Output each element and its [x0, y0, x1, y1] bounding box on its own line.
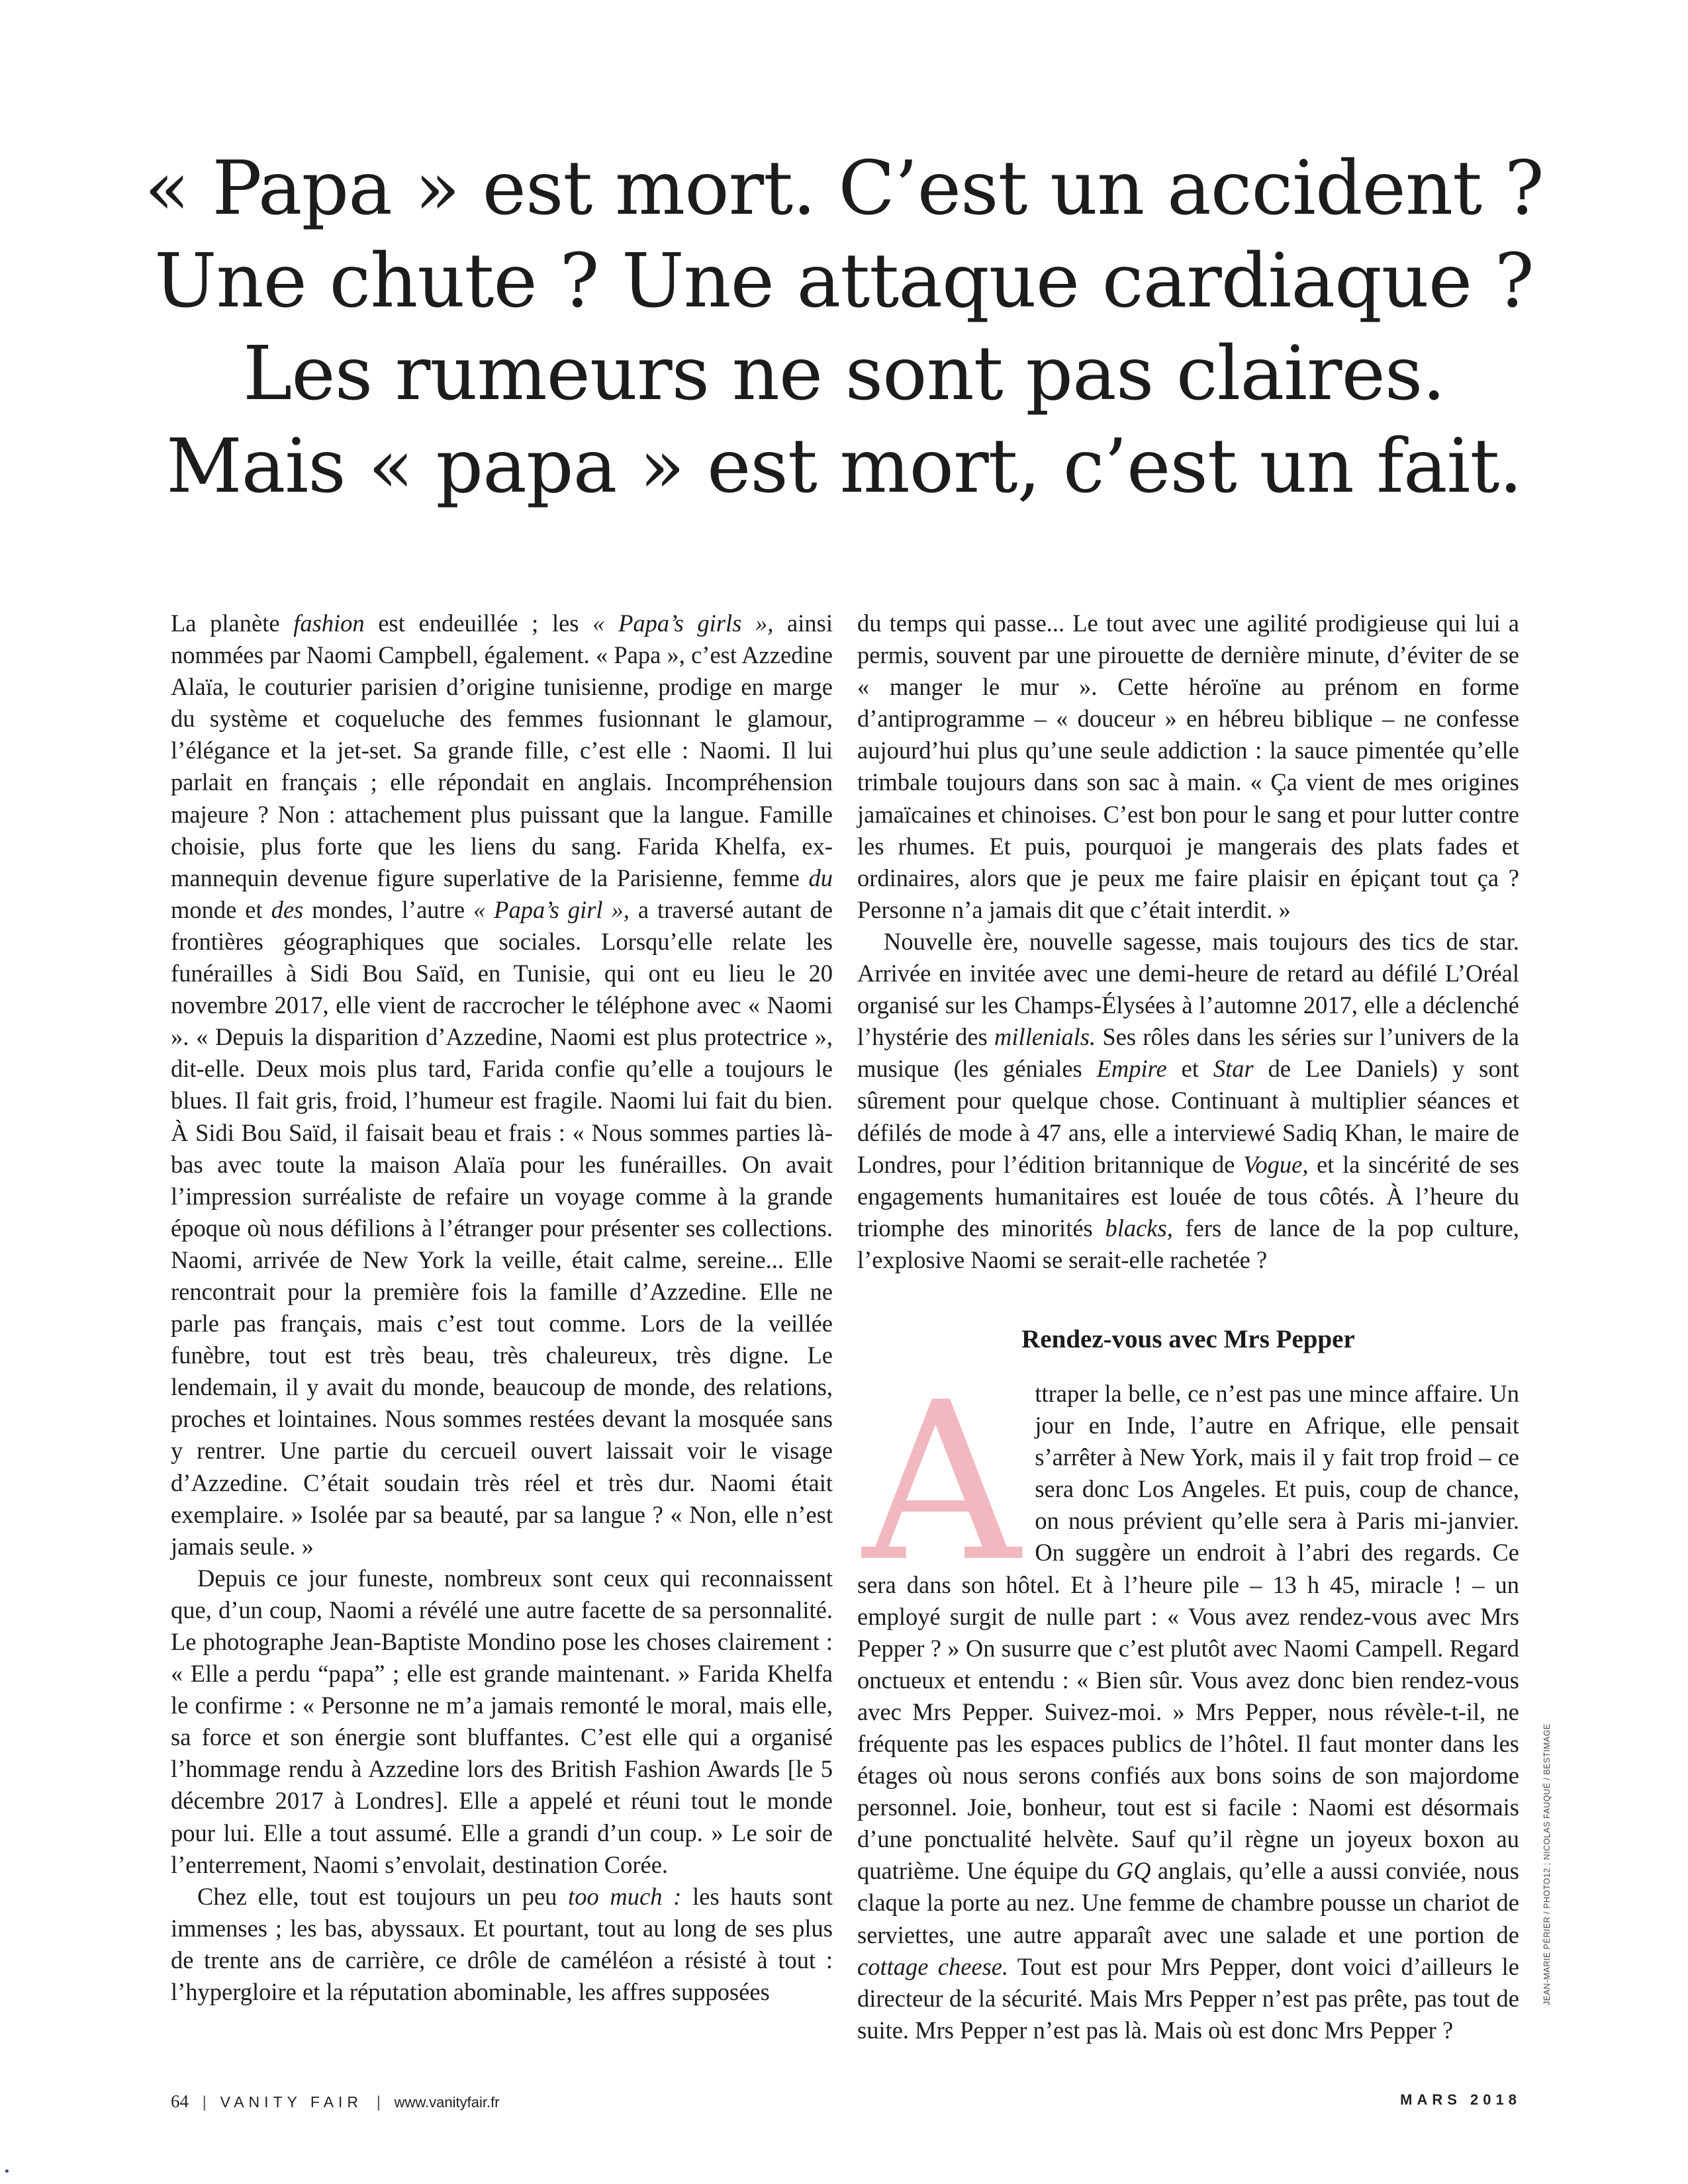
text-run: La planète [171, 610, 294, 637]
text-run: ainsi nommées par Naomi Campbell, également. « Papa », c’est Azzedine Alaïa, le couturier parisien d’origine tunisienne, prodige en marge du système et coqueluche des femmes fusionnant le glamour, l’élégance et la jet-set. Sa grande fille, c’est elle : Naomi. Il lui parlait en français ; elle répondait en anglais. Incompréhension majeure ? Non : attachement plus puissant que la langue. Famille choisie, plus forte que les liens du sang. Farida Khelfa, ex-mannequin devenue figure superlative de la Parisienne, femme [171, 610, 833, 891]
drop-cap: A [863, 1355, 1021, 1610]
right-paragraph-3 [857, 1355, 1519, 2046]
text-run: Nouvelle ère, nouvelle sagesse, mais toujours des tics de star. Arrivée en invitée avec une demi-heure de retard au défilé L’Oréal organisé sur les Champs-Élysées à l’automne 2017, elle a déclenché l’hystérie des [857, 927, 1519, 1051]
right-paragraph-1: du temps qui passe... Le tout avec une agilité prodigieuse qui lui a permis, souvent par une pirouette de dernière minute, d’éviter de se « manger le mur ». Cette héroïne au prénom en forme d’antiprogramme – « douceur » en hébreu biblique – ne confesse aujourd’hui plus qu’une seule addiction : la sauce pimentée qu’elle trimbale toujours dans son sac à main. « Ça vient de mes origines jamaïcaines et chinoises. C’est bon pour le sang et pour lutter contre les rhumes. Et puis, pourquoi je mangerais des plats fades et ordinaires, alors que je peux me faire plaisir en épiçant tout ça ? Personne n’a jamais dit que c’était interdit. » [857, 610, 1519, 923]
page-number: 64 [171, 2091, 189, 2111]
italic-run: Empire [1096, 1055, 1167, 1083]
italic-run: too much : [568, 1882, 682, 1910]
italic-run: Vogue, [1243, 1150, 1309, 1178]
text-run: ttraper la belle, ce n’est pas une mince affaire. Un jour en Inde, l’autre en Afrique, elle pensait s’arrêter à New York, mais il y fait trop froid – ce sera donc Los Angeles. Et puis, coup de chance, on nous prévient qu’elle sera à Paris mi-janvier. On suggère un endroit à l’abri des regards. Ce sera dans son hôtel. Et à l’heure pile – 13 h 45, miracle ! – un employé surgit de nulle part : « Vous avez rendez-vous avec Mrs Pepper ? » On susurre que c’est plutôt avec Naomi Campell. Regard onctueux et entendu : « Bien sûr. Vous avez donc bien rendez-vous avec Mrs Pepper. Suivez-moi. » Mrs Pepper, nous révèle-t-il, ne fréquente pas les espaces publics de l’hôtel. Il faut monter dans les étages où nous serons confiés aux bons soins de son majordome personnel. Joie, bonheur, tout est si facile : Naomi est désormais d’une ponctualité helvète. Sauf qu’il règne un joyeux boxon au quatrième. Une équipe du [857, 1379, 1519, 1885]
magazine-name: VANITY FAIR [220, 2093, 363, 2111]
text-run: est endeuillée ; les [364, 610, 593, 637]
italic-run: du [808, 864, 833, 891]
text-run: Chez elle, tout est toujours un peu [197, 1882, 569, 1910]
footer-separator: | [376, 2093, 381, 2111]
italic-run: blacks, [1105, 1214, 1173, 1242]
pull-quote-line-2: Une chute ? Une attaque cardiaque ? [154, 238, 1534, 324]
italic-run: GQ [1115, 1857, 1151, 1885]
italic-run: fashion [293, 610, 365, 637]
pull-quote-line-1: « Papa » est mort. C’est un accident ? [144, 146, 1544, 232]
text-run: mondes, l’autre [303, 895, 473, 923]
italic-run: millenials. [994, 1023, 1096, 1051]
text-run: anglais, qu’elle a aussi conviée, nous claque la porte au nez. Une femme de chambre pousse un chariot de serviettes, une autre apparaît avec une salade et une portion de [857, 1857, 1519, 1948]
italic-run: Star [1213, 1055, 1254, 1083]
text-run: monde et [171, 895, 271, 923]
footer-separator: | [202, 2093, 207, 2111]
page-footer [171, 2091, 1521, 2118]
text-run: Tout est pour Mrs Pepper, dont voici d’ailleurs le directeur de la sécurité. Mais Mrs Pepper n’est pas prête, pas tout de suite. Mrs Pepper n’est pas là. Mais où est donc Mrs Pepper ? [857, 1952, 1519, 2044]
text-run: de Lee Daniels) y sont sûrement pour quelque chose. Continuant à multiplier séances et défilés de mode à 47 ans, elle a interviewé Sadiq Khan, le maire de Londres, pour l’édition britannique de [857, 1055, 1519, 1178]
pull-quote-line-4: Mais « papa » est mort, c’est un fait. [165, 424, 1523, 510]
text-run: fers de lance de la pop culture, l’explosive Naomi se serait-elle rachetée ? [857, 1214, 1519, 1273]
article-column-right [857, 608, 1519, 2046]
pull-quote [119, 142, 1569, 513]
left-paragraph-2: Depuis ce jour funeste, nombreux sont ceux qui reconnaissent que, d’un coup, Naomi a révélé une autre facette de sa personnalité. Le photographe Jean-Baptiste Mondino pose les choses clairement : « Elle a perdu “papa” ; elle est grande maintenant. » Farida Khelfa le confirme : « Personne ne m’a jamais remonté le moral, mais elle, sa force et son énergie sont bluffantes. C’est elle qui a organisé l’hommage rendu à Azzedine lors des British Fashion Awards [le 5 décembre 2017 à Londres]. Elle a appelé et réuni tout le monde pour lui. Elle a tout assumé. Elle a grandi d’un coup. » Le soir de l’enterrement, Naomi s’envolait, destination Corée. [171, 1564, 833, 1878]
text-run: Ses rôles dans les séries sur l’univers de la musique (les géniales [857, 1023, 1519, 1083]
right-paragraph-2 [857, 926, 1519, 1276]
left-paragraph-3 [171, 1881, 833, 2008]
section-subheading: Rendez-vous avec Mrs Pepper [1021, 1324, 1355, 1353]
website-link[interactable]: www.vanityfair.fr [394, 2094, 500, 2111]
italic-run: des [271, 895, 304, 923]
issue-date: MARS 2018 [1400, 2091, 1521, 2108]
italic-run: « Papa’s girl », [473, 895, 630, 923]
left-paragraph-1 [171, 608, 833, 1563]
italic-run: cottage cheese. [857, 1952, 1009, 1980]
footer-left [171, 2091, 500, 2112]
article-column-left [171, 608, 833, 2008]
text-run: les hauts sont immenses ; les bas, abyssaux. Et pourtant, tout au long de ses plus de trente ans de carrière, ce drôle de caméléon a résisté à tout : l’hypergloire et la réputation abominable, les affres supposées [171, 1882, 833, 2006]
italic-run: « Papa’s girls », [592, 610, 774, 637]
scan-mark [5, 2169, 9, 2173]
text-run: et la sincérité de ses engagements humanitaires est louée de tous côtés. À l’heure du triomphe des minorités [857, 1150, 1519, 1242]
photo-credit: JEAN-MARIE PÉRIER / PHOTO12 ; NICOLAS FAUQUÉ / BESTIMAGE [1542, 1723, 1552, 2005]
text-run: a traversé autant de frontières géographiques que sociales. Lorsqu’elle relate les funérailles à Sidi Bou Saïd, en Tunisie, qui ont eu lieu le 20 novembre 2017, elle vient de raccrocher le téléphone avec « Naomi ». « Depuis la disparition d’Azzedine, Naomi est plus protectrice », dit-elle. Deux mois plus tard, Farida confie qu’elle a toujours le blues. Il fait gris, froid, l’humeur est fragile. Naomi lui fait du bien. À Sidi Bou Saïd, il faisait beau et frais : « Nous sommes parties là-bas avec toute la maison Alaïa pour les funérailles. On avait l’impression surréaliste de refaire un voyage comme à la grande époque où nous défilions à l’étranger pour présenter ses collections. Naomi, arrivée de New York la veille, était calme, sereine... Elle rencontrait pour la première fois la famille d’Azzedine. Elle ne parle pas français, mais c’est tout comme. Lors de la veillée funèbre, tout est très beau, très chaleureux, très digne. Le lendemain, il y avait du monde, beaucoup de monde, des relations, proches et lointaines. Nous sommes restées devant la mosquée sans y rentrer. Une partie du cercueil ouvert laissait voir le visage d’Azzedine. C’était soudain très réel et très dur. Naomi était exemplaire. » Isolée par sa beauté, par sa langue ? « Non, elle n’est jamais seule. » [171, 895, 833, 1560]
text-run: et [1166, 1055, 1213, 1083]
pull-quote-line-3: Les rumeurs ne sont pas claires. [243, 331, 1445, 417]
